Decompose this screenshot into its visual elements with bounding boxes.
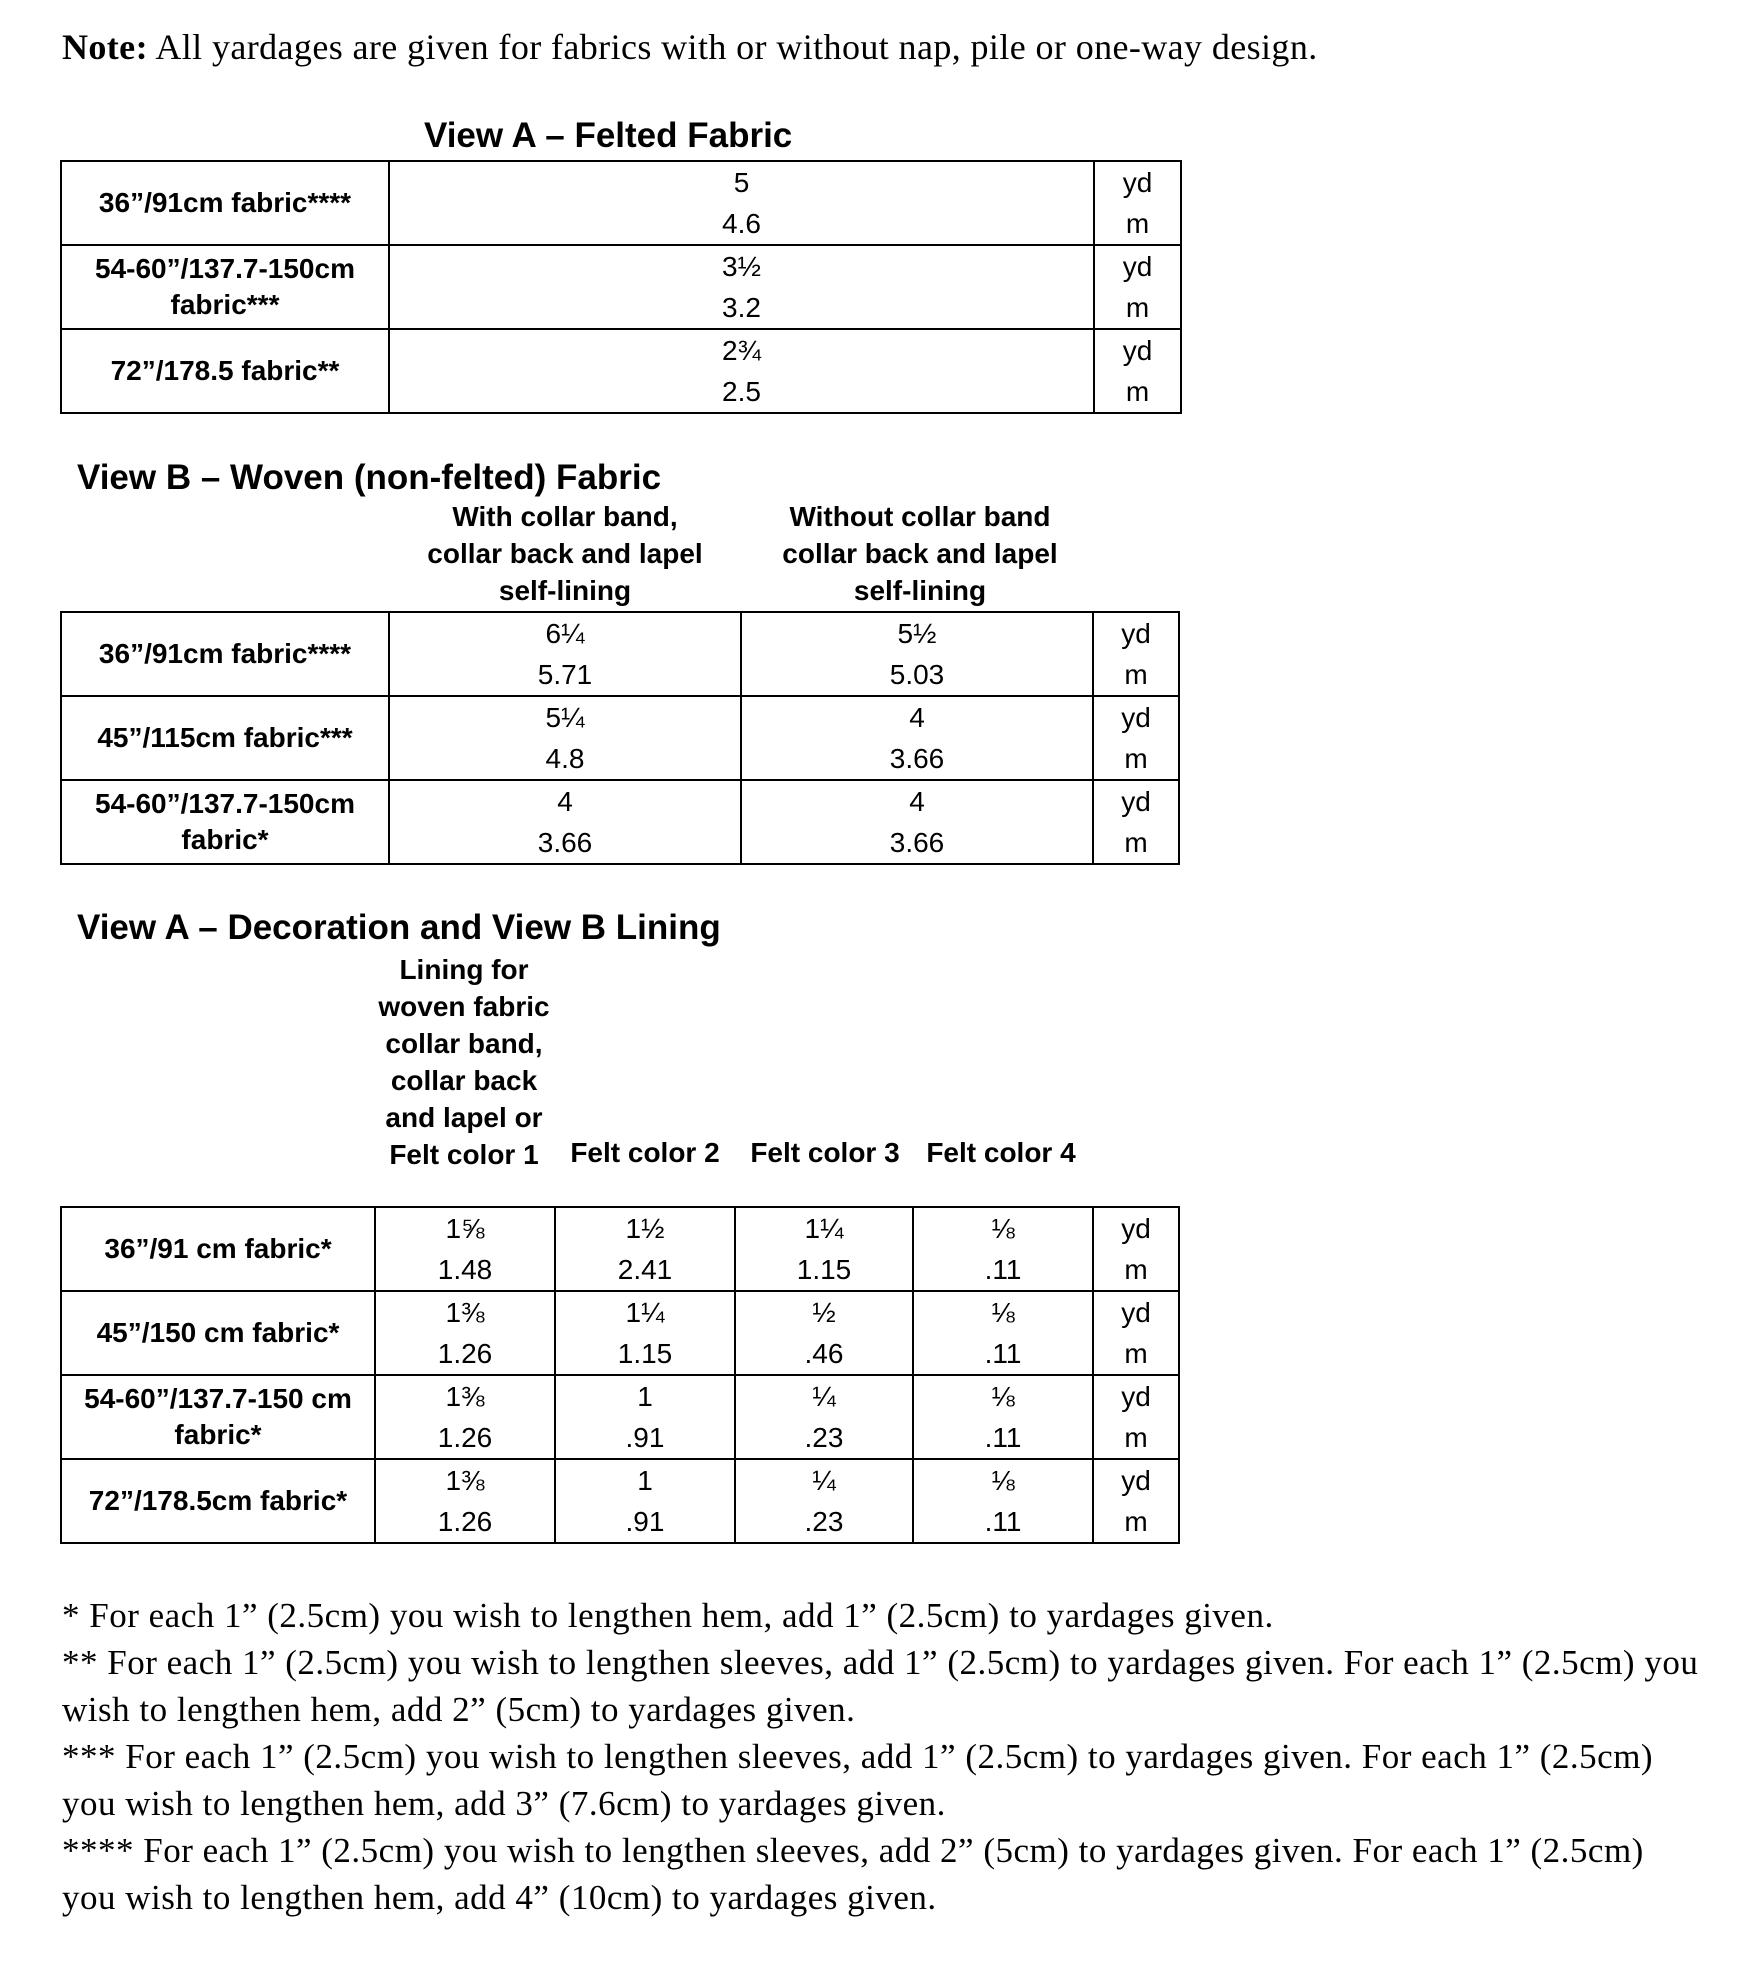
row-label: 54-60”/137.7-150 cm fabric*: [61, 1375, 375, 1459]
row-label: 36”/91cm fabric****: [61, 612, 389, 696]
unit-yd: yd: [1121, 1213, 1151, 1244]
value-m: .11: [984, 1422, 1022, 1453]
footnotes: [62, 1592, 1702, 1921]
value-yd: 1⅜: [445, 1381, 485, 1412]
note-text: All yardages are given for fabrics with or without nap, pile or one-way design.: [155, 27, 1318, 67]
value-m: 3.66: [889, 827, 945, 858]
value-m: .23: [804, 1506, 844, 1537]
value-m: 1.26: [437, 1338, 493, 1369]
value-yd: ¼: [812, 1381, 836, 1412]
value-yd: ⅛: [991, 1297, 1015, 1328]
value-yd: 2¾: [722, 335, 761, 366]
note-label: Note:: [62, 27, 148, 67]
value-m: 2.5: [722, 376, 761, 407]
value-m: 3.66: [889, 743, 945, 774]
table-row: [61, 161, 1181, 245]
table-row: [61, 612, 1179, 696]
value-yd: 1⅜: [445, 1465, 485, 1496]
unit-yd: yd: [1121, 786, 1151, 817]
view-b-woven-table: [60, 611, 1180, 865]
unit-m: m: [1124, 1422, 1148, 1453]
table-row: [61, 1207, 1179, 1291]
unit-m: m: [1124, 1254, 1148, 1285]
unit-m: m: [1124, 743, 1148, 774]
value-yd: 1½: [625, 1213, 665, 1244]
value-yd: 4: [909, 702, 925, 733]
value-yd: ¼: [812, 1465, 836, 1496]
table-row: [61, 245, 1181, 329]
value-m: 1.48: [437, 1254, 493, 1285]
value-yd: ½: [812, 1297, 836, 1328]
table-row: [61, 780, 1179, 864]
footnote-4: **** For each 1” (2.5cm) you wish to lengthen sleeves, add 2” (5cm) to yardages given. For each 1” (2.5cm) you wish to lengthen hem, add 4” (10cm) to yardages given.: [62, 1831, 1644, 1917]
value-m: 1.15: [796, 1254, 852, 1285]
value-yd: ⅛: [991, 1381, 1015, 1412]
value-yd: 5¼: [545, 702, 585, 733]
value-yd: 4: [557, 786, 573, 817]
footnote-2: ** For each 1” (2.5cm) you wish to lengthen sleeves, add 1” (2.5cm) to yardages given. For each 1” (2.5cm) you wish to lengthen hem, add 2” (5cm) to yardages given.: [62, 1643, 1699, 1729]
view-a-felted-title: View A – Felted Fabric: [424, 116, 793, 155]
value-m: .23: [804, 1422, 844, 1453]
value-yd: 1¼: [804, 1213, 844, 1244]
row-label: 72”/178.5cm fabric*: [61, 1459, 375, 1543]
value-m: .11: [984, 1254, 1022, 1285]
value-m: .11: [984, 1506, 1022, 1537]
yardage-note: [62, 26, 1318, 68]
col-header-felt-3: Felt color 3: [750, 1137, 900, 1168]
table-row: [61, 1375, 1179, 1459]
unit-yd: yd: [1122, 167, 1153, 198]
value-yd: 5½: [897, 618, 937, 649]
value-m: .91: [625, 1422, 665, 1453]
unit-yd: yd: [1121, 1465, 1151, 1496]
unit-yd: yd: [1121, 702, 1151, 733]
col-header-without-collar: Without collar band collar back and lapel self-lining: [782, 501, 1058, 606]
unit-m: m: [1125, 376, 1150, 407]
unit-m: m: [1125, 292, 1150, 323]
row-label: 36”/91 cm fabric*: [61, 1207, 375, 1291]
value-m: 1.15: [617, 1338, 673, 1369]
unit-m: m: [1125, 208, 1150, 239]
value-yd: ⅛: [991, 1213, 1015, 1244]
row-label: 54-60”/137.7-150cm fabric*: [61, 780, 389, 864]
value-yd: 1⅝: [445, 1213, 485, 1244]
footnote-1: * For each 1” (2.5cm) you wish to lengthen hem, add 1” (2.5cm) to yardages given.: [62, 1596, 1274, 1635]
view-a-felted-table: [60, 160, 1182, 414]
value-m: 3.66: [537, 827, 593, 858]
col-header-felt-4: Felt color 4: [926, 1137, 1076, 1168]
row-label: 72”/178.5 fabric**: [61, 329, 389, 413]
row-label: 45”/150 cm fabric*: [61, 1291, 375, 1375]
view-a-decoration-table: [60, 1206, 1180, 1544]
unit-m: m: [1124, 827, 1148, 858]
value-m: 3.2: [722, 292, 761, 323]
table-row: [61, 1291, 1179, 1375]
value-yd: 1⅜: [445, 1297, 485, 1328]
row-label: 54-60”/137.7-150cm fabric***: [61, 245, 389, 329]
footnote-3: *** For each 1” (2.5cm) you wish to lengthen sleeves, add 1” (2.5cm) to yardages given. For each 1” (2.5cm) you wish to lengthen hem, add 3” (7.6cm) to yardages given.: [62, 1737, 1654, 1823]
unit-yd: yd: [1122, 335, 1153, 366]
value-yd: 1: [637, 1465, 653, 1496]
table-row: [61, 329, 1181, 413]
view-b-woven-title: View B – Woven (non-felted) Fabric: [77, 458, 662, 497]
value-m: 4.8: [545, 743, 585, 774]
unit-m: m: [1124, 1506, 1148, 1537]
value-yd: 6¼: [545, 618, 585, 649]
value-m: 2.41: [617, 1254, 673, 1285]
unit-m: m: [1124, 1338, 1148, 1369]
table-row: [61, 696, 1179, 780]
value-yd: 5: [733, 167, 750, 198]
col-header-with-collar: With collar band, collar back and lapel self-lining: [427, 501, 703, 606]
value-m: .46: [804, 1338, 844, 1369]
value-m: 5.71: [537, 659, 593, 690]
value-m: 4.6: [722, 208, 761, 239]
view-a-decoration-title: View A – Decoration and View B Lining: [77, 908, 721, 947]
value-yd: 3½: [722, 251, 761, 282]
value-m: .11: [984, 1338, 1022, 1369]
row-label: 45”/115cm fabric***: [61, 696, 389, 780]
unit-m: m: [1124, 659, 1148, 690]
value-yd: 1¼: [625, 1297, 665, 1328]
unit-yd: yd: [1121, 1297, 1151, 1328]
unit-yd: yd: [1121, 618, 1151, 649]
unit-yd: yd: [1121, 1381, 1151, 1412]
value-m: 1.26: [437, 1422, 493, 1453]
value-m: 5.03: [889, 659, 945, 690]
value-m: 1.26: [437, 1506, 493, 1537]
value-yd: ⅛: [991, 1465, 1015, 1496]
row-label: 36”/91cm fabric****: [61, 161, 389, 245]
value-yd: 1: [637, 1381, 653, 1412]
col-header-felt-2: Felt color 2: [570, 1137, 720, 1168]
col-header-lining-felt-1: Lining for woven fabric collar band, collar back and lapel or Felt color 1: [378, 954, 550, 1170]
value-yd: 4: [909, 786, 925, 817]
value-m: .91: [625, 1506, 665, 1537]
table-row: [61, 1459, 1179, 1543]
unit-yd: yd: [1122, 251, 1153, 282]
